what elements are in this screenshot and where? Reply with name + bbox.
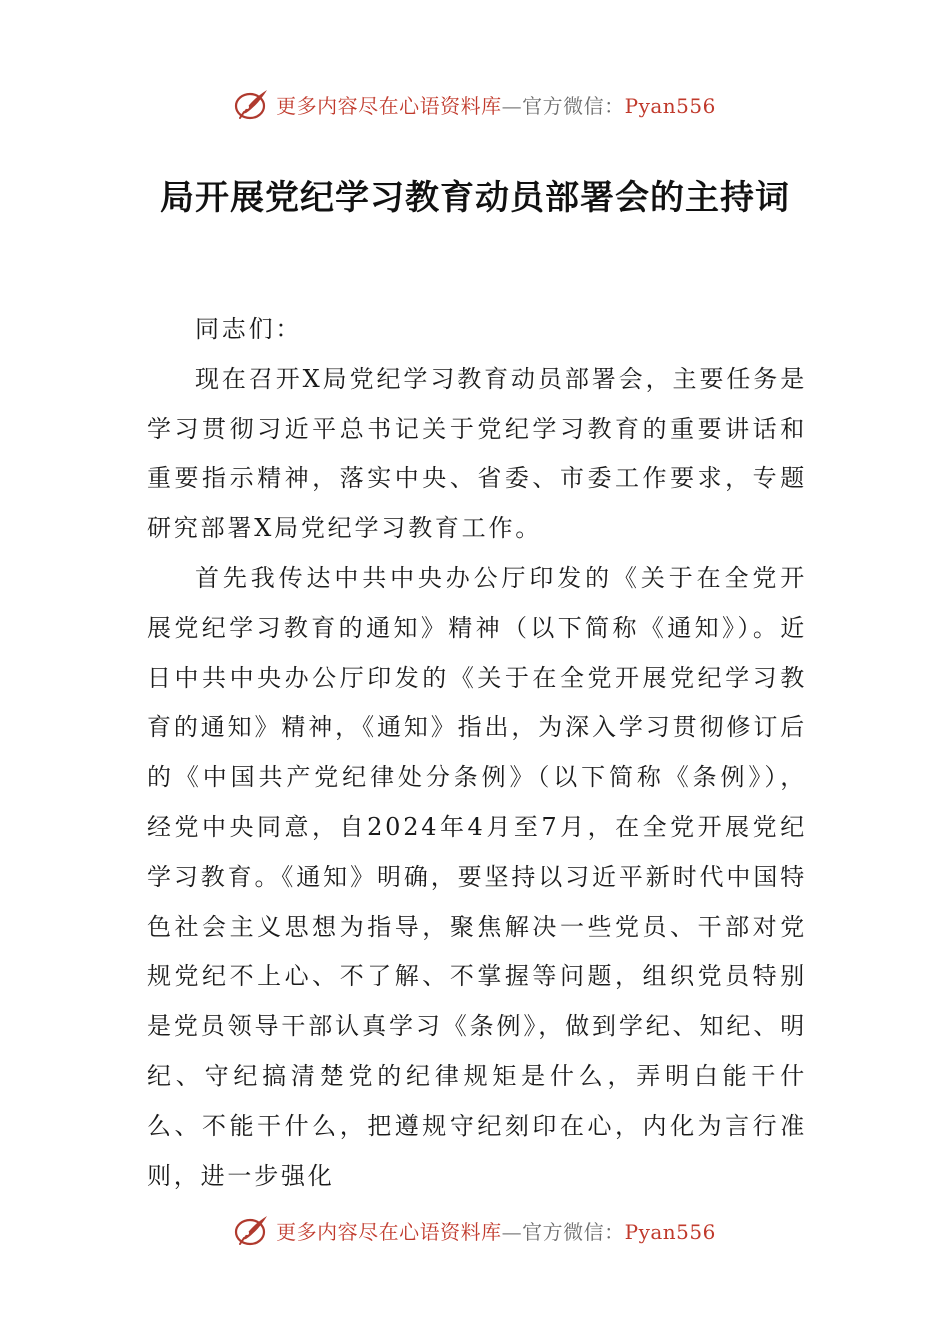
footer-wechat-id: Pyan556 <box>624 1219 716 1244</box>
paragraph-2: 首先我传达中共中央办公厅印发的《关于在全党开展党纪学习教育的通知》精神（以下简称《通知》）。近日中共中央办公厅印发的《关于在全党开展党纪学习教育的通知》精神，《通知》指出，为深入学习贯彻修订后的《中国共产党纪律处分条例》（以下简称《条例》），经党中央同意，自2024年4月至7月，在全党开展党纪学习教育。《通知》明确，要坚持以习近平新时代中国特色社会主义思想为指导，聚焦解决一些党员、干部对党规党纪不上心、不了解、不掌握等问题，组织党员特别是党员领导干部认真学习《条例》，做到学纪、知纪、明纪、守纪搞清楚党的纪律规矩是什么，弄明白能干什么、不能干什么，把遵规守纪刻印在心，内化为言行准则，进一步强化 <box>147 563 807 1190</box>
document-body <box>147 305 807 1201</box>
footer-banner <box>0 1208 950 1252</box>
header-wechat-id: Pyan556 <box>624 93 716 118</box>
header-banner-text <box>276 90 716 119</box>
salutation: 同志们： <box>195 315 303 343</box>
header-brand-text: 更多内容尽在心语资料库 <box>276 93 502 118</box>
header-dash: — <box>501 93 523 118</box>
document-title: 局开展党纪学习教育动员部署会的主持词 <box>160 178 790 218</box>
quill-logo-icon <box>234 1212 270 1248</box>
footer-banner-text <box>276 1216 716 1245</box>
footer-dash: — <box>501 1219 523 1244</box>
quill-logo-icon <box>234 86 270 122</box>
header-banner <box>0 82 950 126</box>
footer-wechat-label: 官方微信： <box>522 1219 625 1244</box>
footer-brand-text: 更多内容尽在心语资料库 <box>276 1219 502 1244</box>
header-wechat-label: 官方微信： <box>522 93 625 118</box>
paragraph-1: 现在召开X局党纪学习教育动员部署会，主要任务是学习贯彻习近平总书记关于党纪学习教育的重要讲话和重要指示精神，落实中央、省委、市委工作要求，专题研究部署X局党纪学习教育工作。 <box>147 364 807 543</box>
